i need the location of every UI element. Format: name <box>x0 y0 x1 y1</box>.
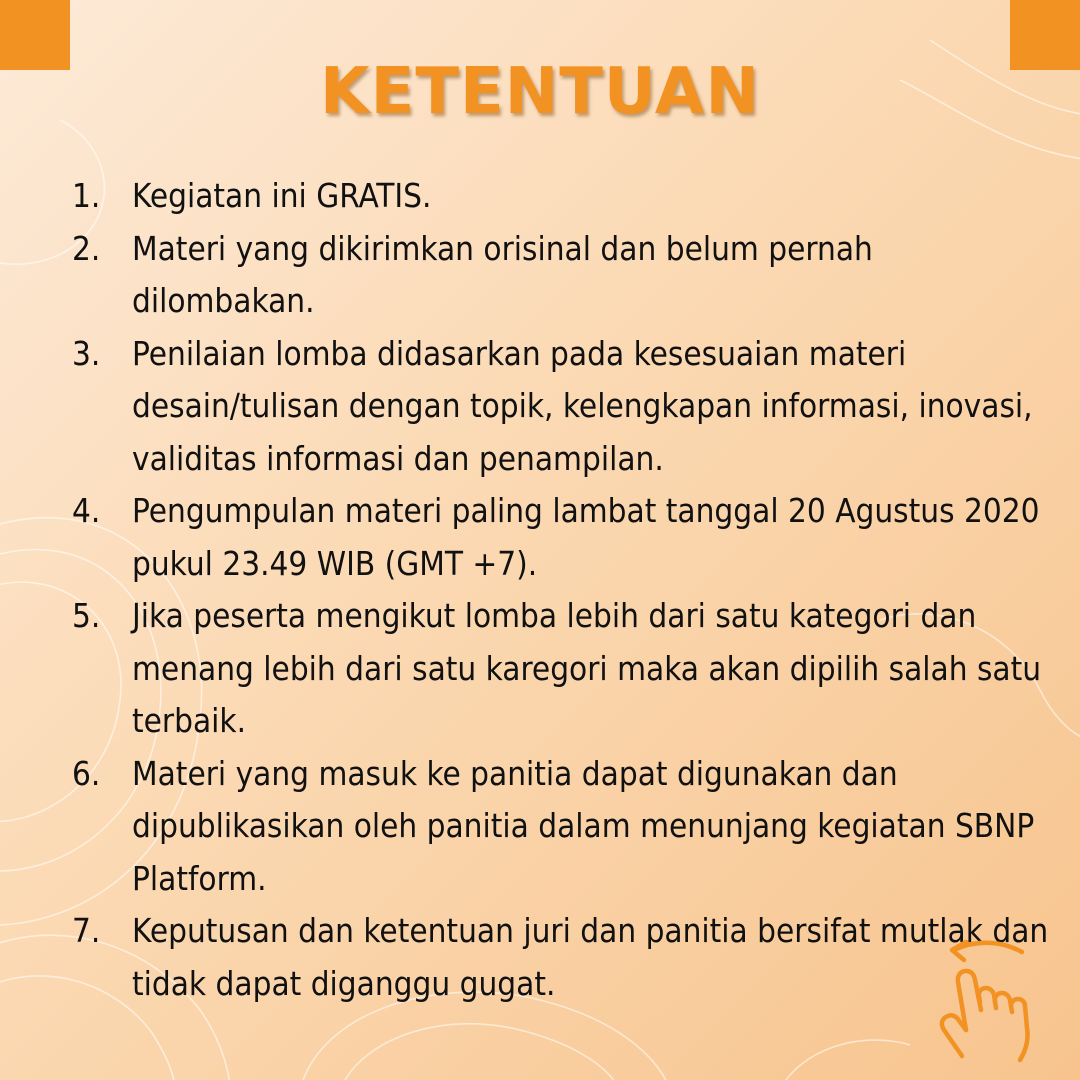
list-item <box>62 328 1062 486</box>
list-item-number: 6. <box>72 753 101 793</box>
list-item-number: 5. <box>72 596 101 635</box>
list-item-text: Kegiatan ini GRATIS. <box>132 176 432 215</box>
list-item <box>62 590 1062 748</box>
list-item-number: 1. <box>72 176 101 215</box>
list-item-text: Pengumpulan materi paling lambat tanggal 20 Agustus 2020 pukul 23.49 WIB (GMT +7). <box>132 491 1040 583</box>
list-item-number: 4. <box>72 491 101 530</box>
list-item-text: Materi yang dikirimkan orisinal dan belum pernah dilombakan. <box>132 228 873 320</box>
list-item <box>62 170 1062 223</box>
list-item-text: Materi yang masuk ke panitia dapat digunakan dan dipublikasikan oleh panitia dalam menunjang kegiatan SBNP Platform. <box>132 753 1035 898</box>
list-item <box>62 485 1062 590</box>
list-item <box>62 223 1062 328</box>
rules-list <box>62 170 1062 1010</box>
page-title: KETENTUAN <box>320 55 760 129</box>
list-item-number: 3. <box>72 333 101 373</box>
list-item-number: 2. <box>72 228 101 268</box>
list-item-text: Jika peserta mengikut lomba lebih dari satu kategori dan menang lebih dari satu karegori maka akan dipilih salah satu terbaik. <box>132 596 1042 740</box>
list-item-text: Keputusan dan ketentuan juri dan panitia bersifat mutlak dan tidak dapat diganggu gugat. <box>132 911 1049 1003</box>
swipe-left-hand-icon <box>930 938 1040 1068</box>
list-item-number: 7. <box>72 911 101 950</box>
list-item <box>62 905 1062 1010</box>
list-item <box>62 748 1062 906</box>
list-item-text: Penilaian lomba didasarkan pada kesesuaian materi desain/tulisan dengan topik, kelengkapan informasi, inovasi, validitas informasi dan penampilan. <box>132 333 1033 478</box>
